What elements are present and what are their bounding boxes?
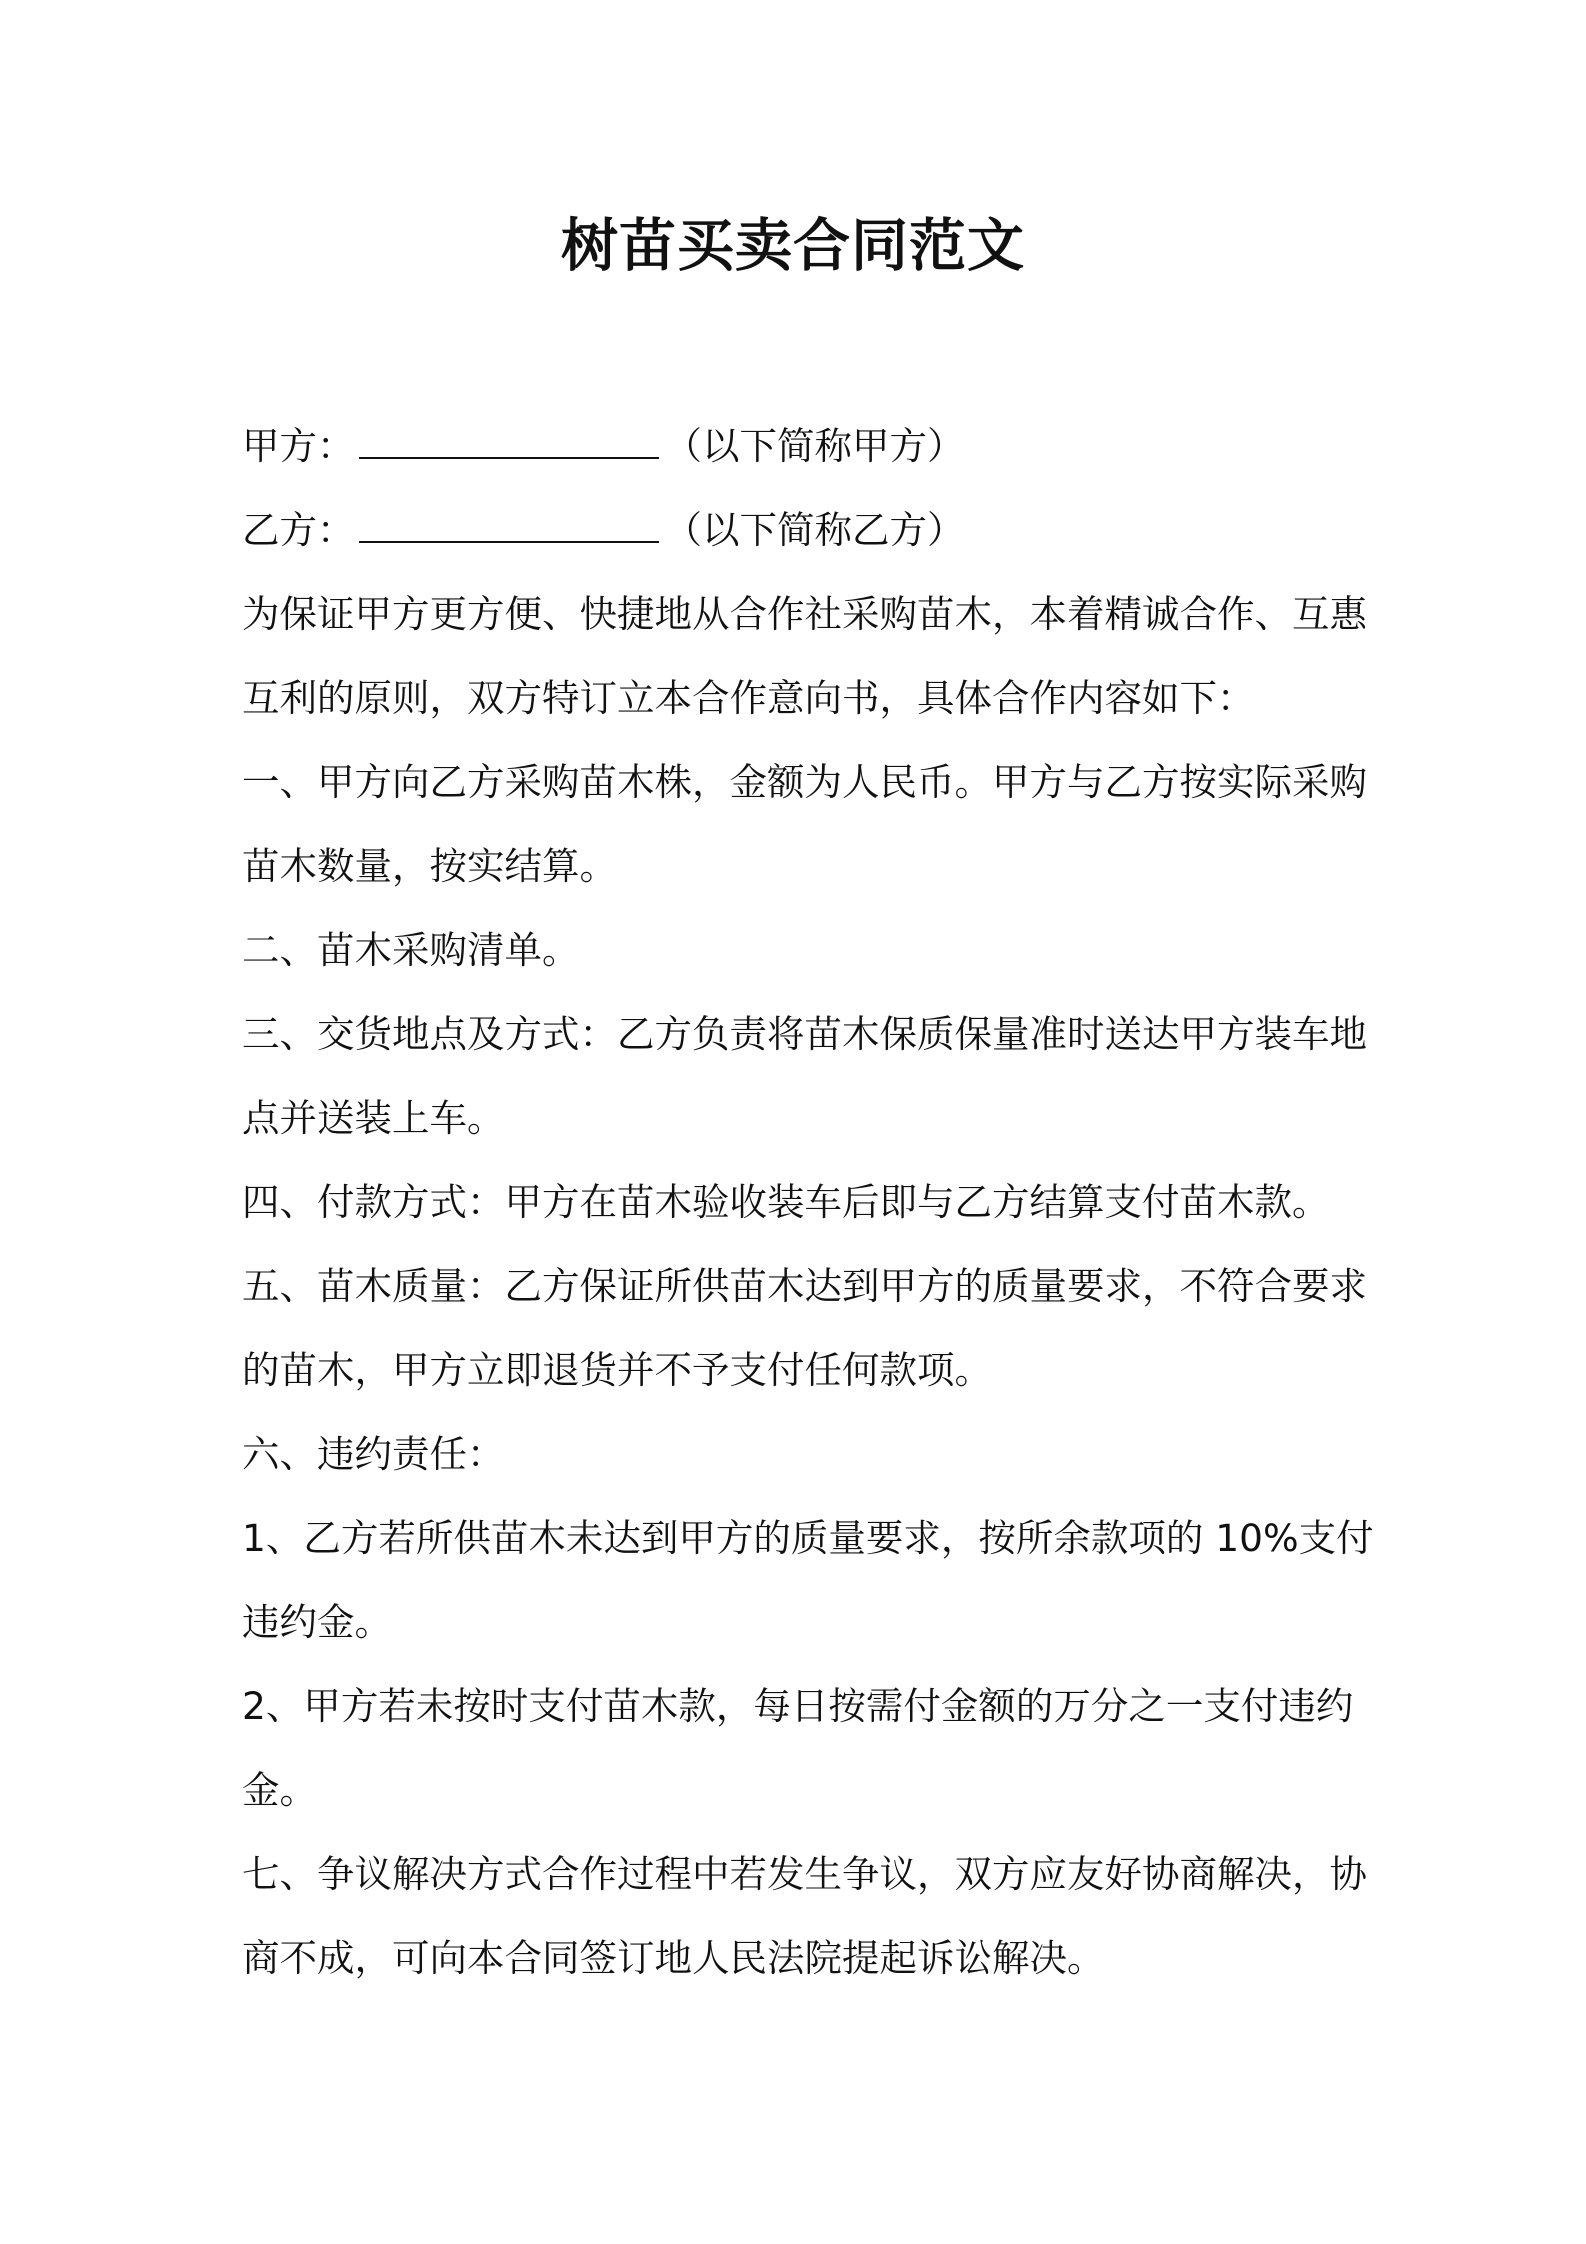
paragraph-line: 六、违约责任： (242, 1432, 505, 1476)
paragraph-line: 一、甲方向乙方采购苗木株，金额为人民币。甲方与乙方按实际采购 (242, 760, 1367, 804)
paragraph-line: 五、苗木质量：乙方保证所供苗木达到甲方的质量要求，不符合要求 (242, 1264, 1367, 1308)
paragraph-line: 四、付款方式：甲方在苗木验收装车后即与乙方结算支付苗木款。 (242, 1180, 1330, 1224)
paragraph-line: 二、苗木采购清单。 (242, 928, 580, 972)
party-a-line (242, 404, 1362, 488)
paragraph-line: 七、争议解决方式合作过程中若发生争议，双方应友好协商解决，协 (242, 1852, 1367, 1896)
party-b-label: 乙方： (242, 508, 355, 552)
paragraph-line: 点并送装上车。 (242, 1096, 505, 1140)
paragraph-line: 三、交货地点及方式：乙方负责将苗木保质保量准时送达甲方装车地 (242, 1012, 1367, 1056)
paragraph-line: 金。 (242, 1768, 317, 1812)
paragraph-line: 的苗木，甲方立即退货并不予支付任何款项。 (242, 1348, 992, 1392)
party-b-line (242, 488, 1362, 572)
paragraph-line: 违约金。 (242, 1600, 392, 1644)
paragraph-line: 2、甲方若未按时支付苗木款，每日按需付金额的万分之一支付违约 (242, 1684, 1354, 1728)
document-title: 树苗买卖合同范文 (561, 213, 1025, 279)
party-a-note: （以下简称甲方） (664, 424, 965, 468)
paragraph-line: 商不成，可向本合同签订地人民法院提起诉讼解决。 (242, 1936, 1105, 1980)
party-b-blank (359, 507, 659, 543)
paragraph-line: 为保证甲方更方便、快捷地从合作社采购苗木，本着精诚合作、互惠 (242, 592, 1367, 636)
paragraph-line: 苗木数量，按实结算。 (242, 844, 617, 888)
paragraph-line: 1、乙方若所供苗木未达到甲方的质量要求，按所余款项的 10%支付 (242, 1516, 1374, 1560)
party-a-blank (359, 423, 659, 459)
document-body (242, 404, 1374, 2000)
party-a-label: 甲方： (242, 424, 355, 468)
party-b-note: （以下简称乙方） (664, 508, 965, 552)
paragraph-line: 互利的原则，双方特订立本合作意向书，具体合作内容如下： (242, 676, 1255, 720)
